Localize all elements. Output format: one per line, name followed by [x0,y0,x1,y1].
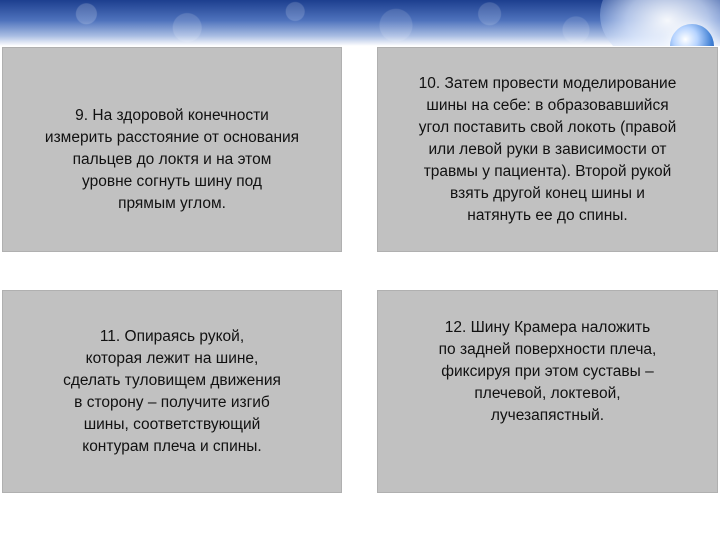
header-banner [0,0,720,46]
step-card-9 [2,47,342,252]
step-text-9: 9. На здоровой конечности измерить расстояние от основания пальцев до локтя и на этом уровне согнуть шину под прямым углом. [44,106,300,212]
step-card-12 [377,290,718,493]
step-text-11: 11. Опираясь рукой, которая лежит на шине, сделать туловищем движения в сторону – получите изгиб шины, соответствующий контурам плеча и спины. [63,327,281,455]
step-text-12: 12. Шину Крамера наложить по задней поверхности плеча, фиксируя при этом суставы – плечевой, локтевой, лучезапястный. [438,318,657,424]
step-card-11 [2,290,342,493]
step-card-10 [377,47,718,252]
step-text-10: 10. Затем провести моделирование шины на себе: в образовавшийся угол поставить свой локоть (правой или левой руки в зависимости от травмы у пациента). Второй рукой взять другой конец шины и натянуть ее до спины. [418,74,677,224]
